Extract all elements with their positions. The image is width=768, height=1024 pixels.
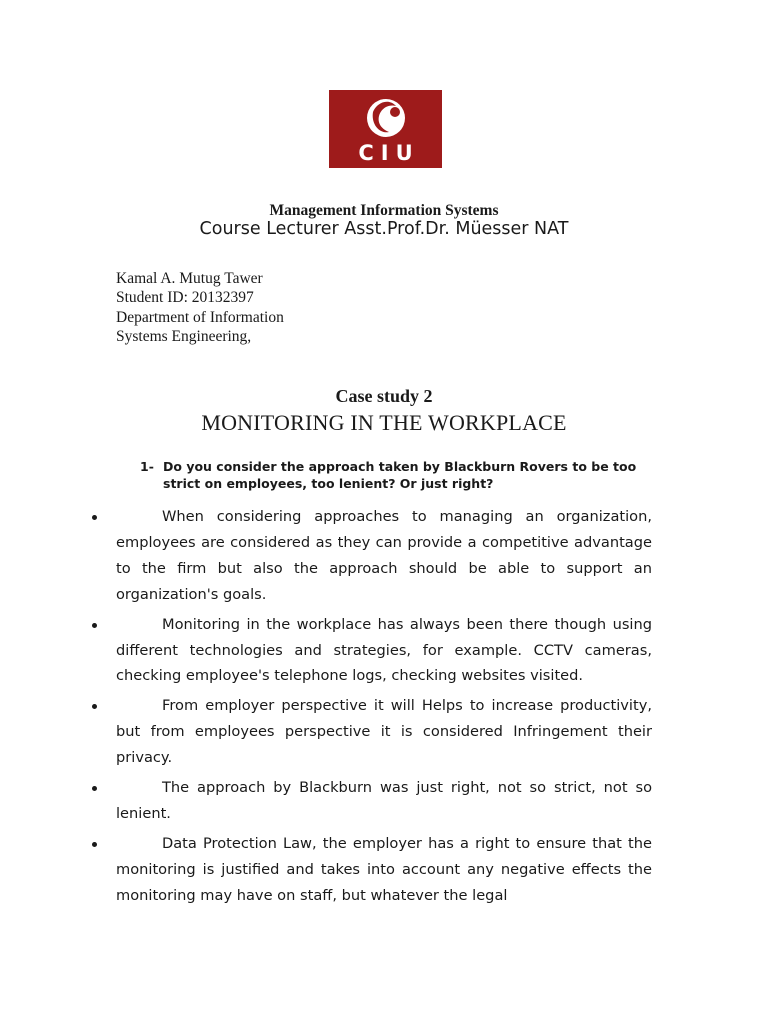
case-study-label: Case study 2 xyxy=(335,386,433,406)
case-study-title: MONITORING IN THE WORKPLACE xyxy=(201,410,567,435)
bullet-item xyxy=(86,504,652,608)
bullet-icon xyxy=(92,786,97,791)
bullet-item xyxy=(86,775,652,827)
question-1 xyxy=(140,458,660,492)
bullet-text: From employer perspective it will Helps to increase productivity, but from employees perspective it is considered Infringement their privacy. xyxy=(116,697,652,767)
bullet-icon xyxy=(92,704,97,709)
bullet-icon xyxy=(92,515,97,520)
bullet-text: Data Protection Law, the employer has a right to ensure that the monitoring is justified and takes into account any negative effects the monitoring may have on staff, but whatever the legal xyxy=(116,834,652,904)
question-text: Do you consider the approach taken by Blackburn Rovers to be too strict on employees, too lenient? Or just right? xyxy=(163,459,637,491)
answer-bullet-list xyxy=(86,504,652,913)
bullet-icon xyxy=(92,842,97,847)
course-lecturer: Course Lecturer Asst.Prof.Dr. Müesser NAT xyxy=(199,219,569,239)
ciu-logo xyxy=(329,90,442,168)
bullet-item xyxy=(86,693,652,771)
question-number: 1- xyxy=(140,459,154,474)
bullet-text: Monitoring in the workplace has always been there though using different technologies and strategies, for example. CCTV cameras, checking employee's telephone logs, checking websites visited. xyxy=(116,615,652,685)
logo-text: CIU xyxy=(358,141,420,165)
bullet-item xyxy=(86,612,652,690)
bullet-item xyxy=(86,831,652,909)
student-name: Kamal A. Mutug Tawer xyxy=(116,270,263,287)
department-line-2: Systems Engineering, xyxy=(116,327,252,345)
student-id: Student ID: 20132397 xyxy=(116,289,254,307)
course-title: Management Information Systems xyxy=(269,202,499,219)
bullet-icon xyxy=(92,623,97,628)
student-info xyxy=(116,269,284,346)
bullet-text: The approach by Blackburn was just right, not so strict, not so lenient. xyxy=(116,779,652,822)
department-line-1: Department of Information xyxy=(116,308,284,326)
bullet-text: When considering approaches to managing an organization, employees are considered as they can provide a competitive advantage to the firm but also the approach should be able to support an organization's goals. xyxy=(116,508,652,603)
